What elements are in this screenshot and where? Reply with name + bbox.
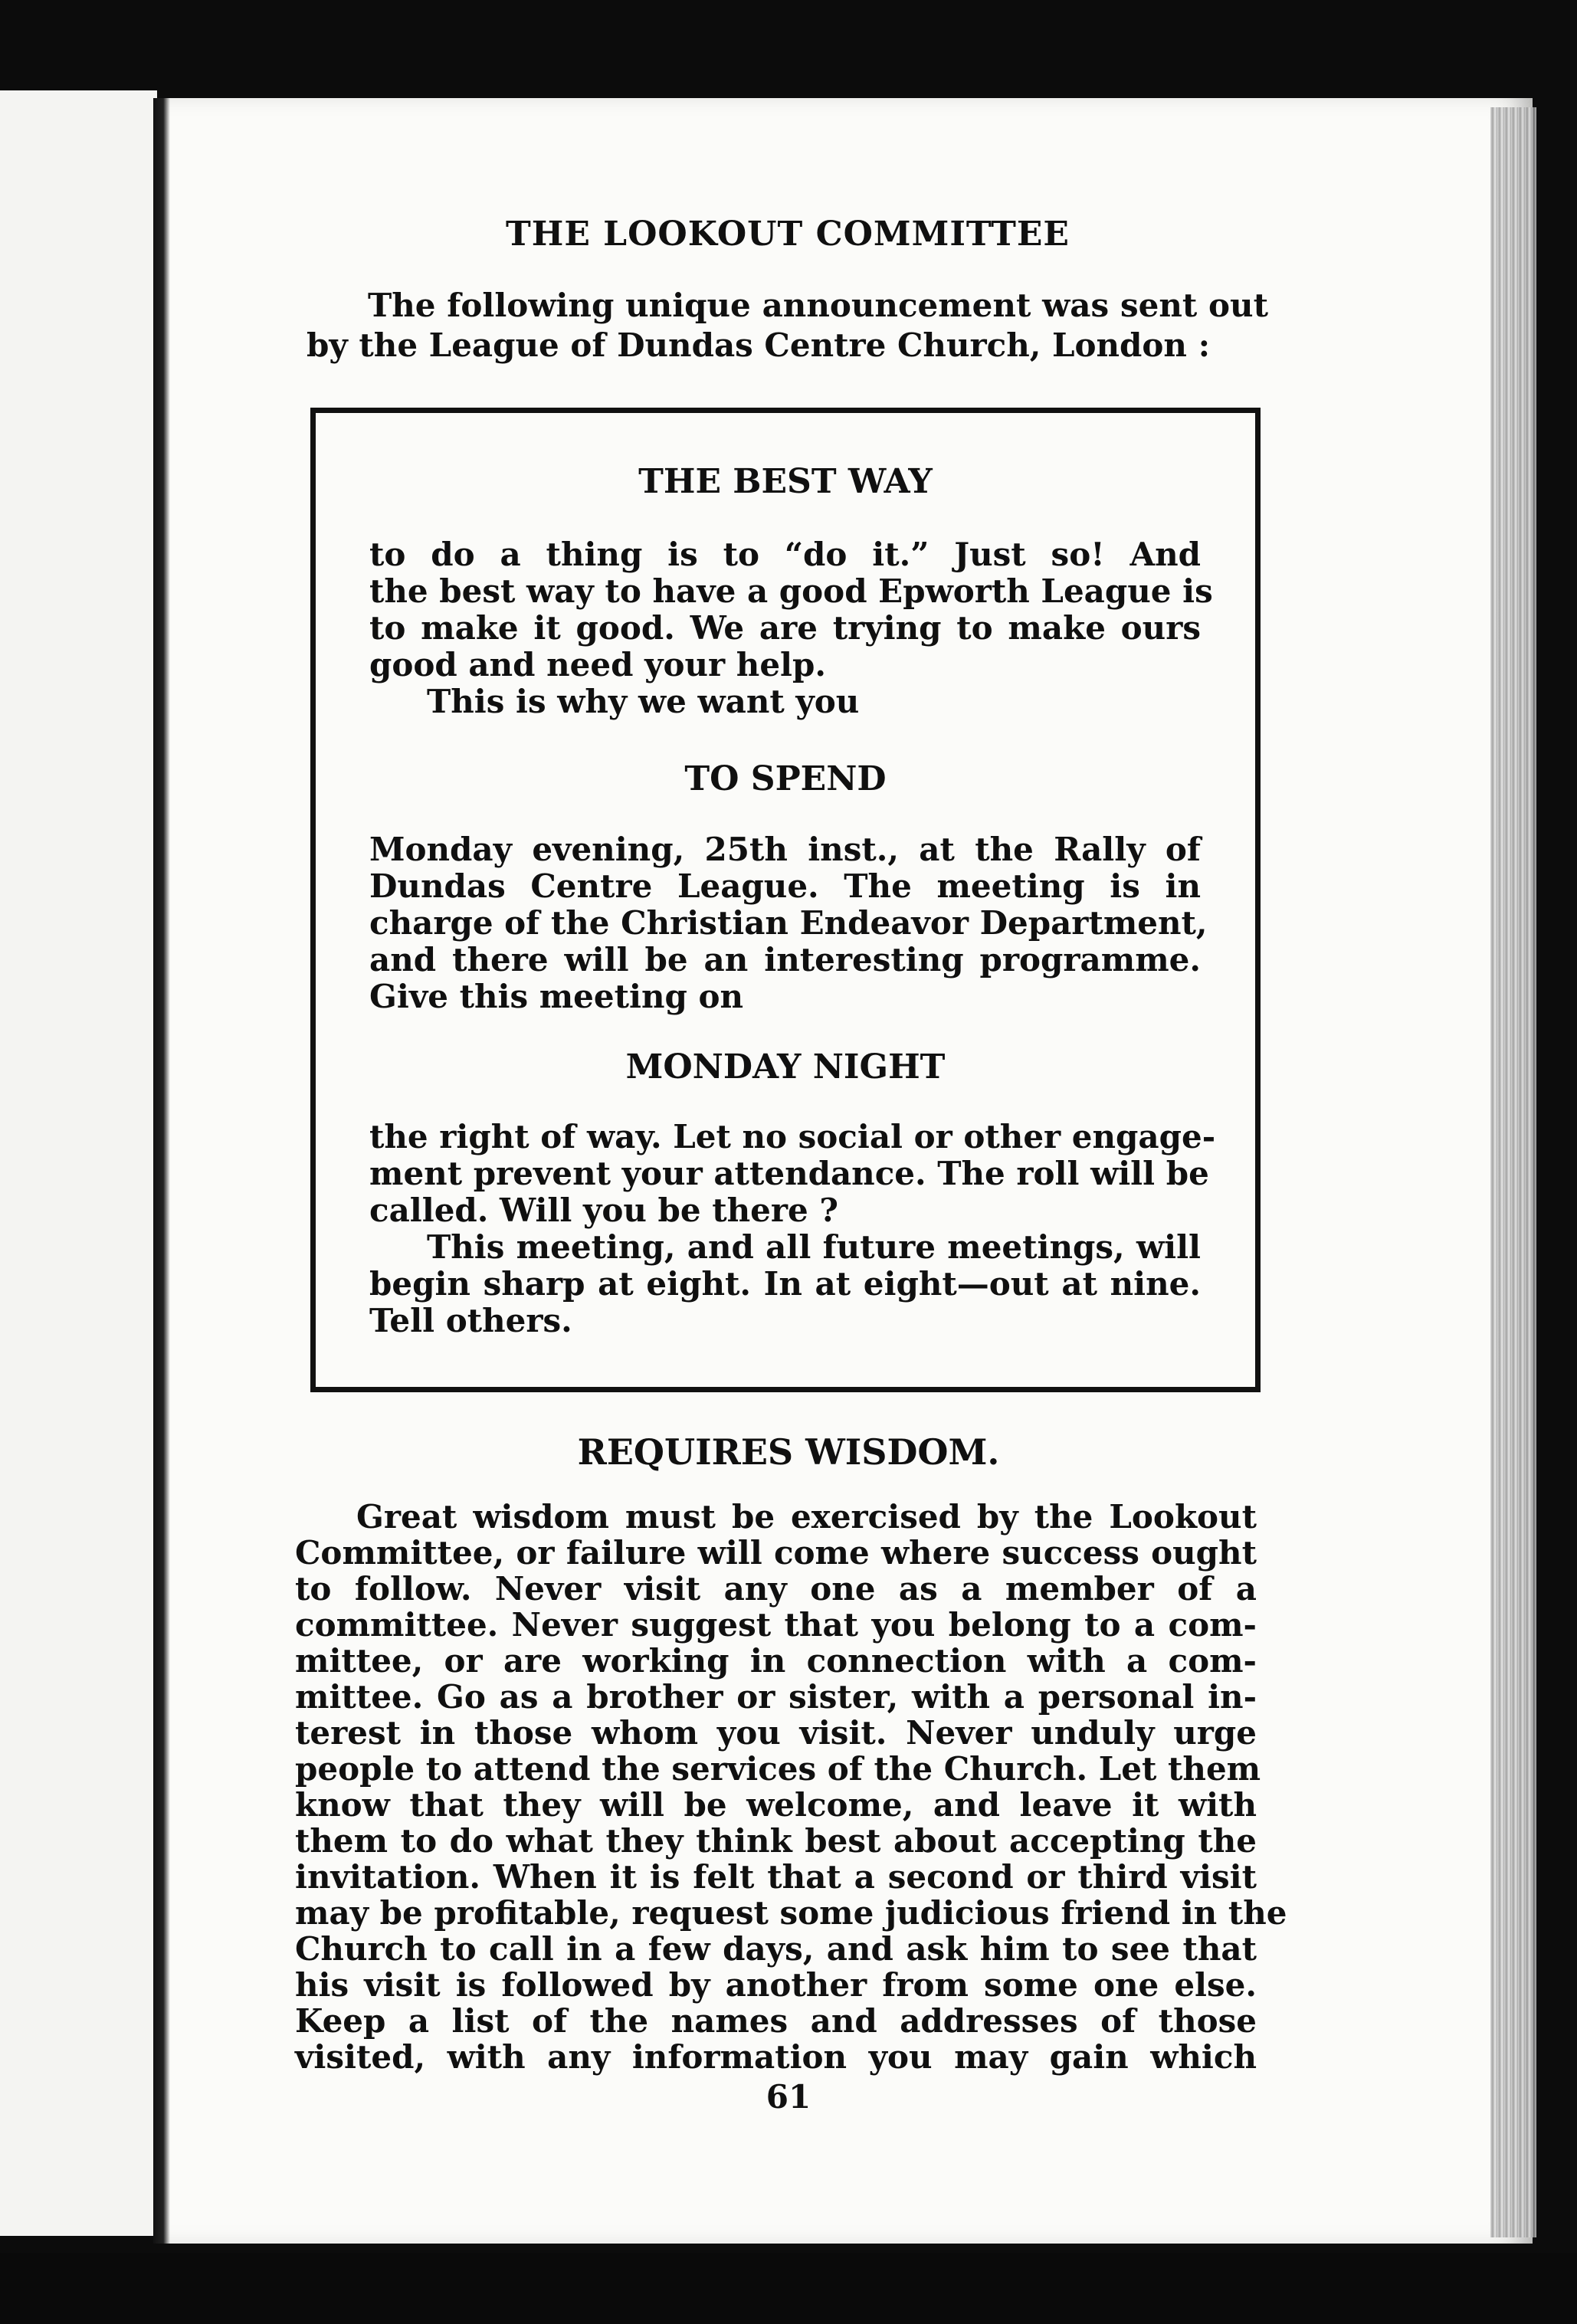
wisdom-line: mittee, or are working in connection with a com- xyxy=(295,1642,1257,1680)
box-line: This meeting, and all future meetings, will xyxy=(427,1228,1201,1266)
box-line: to do a thing is to “do it.” Just so! And xyxy=(369,536,1201,573)
wisdom-line: his visit is followed by another from some one else. xyxy=(295,1966,1257,2004)
wisdom-line: invitation. When it is felt that a second or third visit xyxy=(295,1858,1257,1896)
wisdom-line: know that they will be welcome, and leave it with xyxy=(295,1786,1257,1824)
box-line: called. Will you be there ? xyxy=(369,1192,838,1229)
box-line: good and need your help. xyxy=(369,646,826,683)
box-line: Give this meeting on xyxy=(369,978,744,1015)
box-heading-best-way: THE BEST WAY xyxy=(638,462,933,501)
box-line: begin sharp at eight. In at eight—out at nine. xyxy=(369,1265,1201,1303)
wisdom-line: Great wisdom must be exercised by the Lookout xyxy=(356,1498,1257,1536)
facing-page-edge xyxy=(0,90,157,2236)
box-paragraph-2 xyxy=(369,831,1208,1030)
box-line: This is why we want you xyxy=(427,683,860,720)
box-line: Dundas Centre League. The meeting is in xyxy=(369,867,1201,905)
box-paragraph-3 xyxy=(369,1118,1216,1363)
wisdom-line: Committee, or failure will come where success ought xyxy=(295,1534,1257,1572)
intro-line: The following unique announcement was sent out xyxy=(368,287,1268,324)
box-line: to make it good. We are trying to make ours xyxy=(369,609,1201,647)
wisdom-line: them to do what they think best about accepting the xyxy=(295,1822,1257,1860)
announcement-box xyxy=(310,408,1261,1392)
box-paragraph-1 xyxy=(369,536,1213,735)
running-head: THE LOOKOUT COMMITTEE xyxy=(506,215,1070,254)
wisdom-line: committee. Never suggest that you belong to a com- xyxy=(295,1606,1257,1644)
box-line: the right of way. Let no social or other engage- xyxy=(369,1118,1216,1155)
box-line: Tell others. xyxy=(369,1302,572,1339)
page-stack-edge xyxy=(1490,107,1536,2237)
box-heading-monday-night: MONDAY NIGHT xyxy=(625,1047,946,1087)
wisdom-line: may be profitable, request some judicious friend in the xyxy=(295,1894,1287,1932)
box-line: Monday evening, 25th inst., at the Rally of xyxy=(369,831,1201,868)
box-line: the best way to have a good Epworth League is xyxy=(369,572,1213,610)
intro-line: by the League of Dundas Centre Church, London : xyxy=(307,326,1211,364)
box-line: ment prevent your attendance. The roll will be xyxy=(369,1155,1209,1192)
book-spine-shadow xyxy=(153,98,170,2244)
wisdom-line: visited, with any information you may gain which xyxy=(295,2038,1257,2076)
wisdom-line: Keep a list of the names and addresses of those xyxy=(295,2002,1257,2040)
page-number: 61 xyxy=(766,2078,811,2116)
box-line: charge of the Christian Endeavor Department, xyxy=(369,904,1208,942)
intro-paragraph xyxy=(307,287,1268,371)
box-heading-to-spend: TO SPEND xyxy=(684,759,887,798)
wisdom-line: Church to call in a few days, and ask him to see that xyxy=(295,1930,1257,1968)
wisdom-line: people to attend the services of the Church. Let them xyxy=(295,1750,1261,1788)
scanner-bed-edge xyxy=(0,2253,1577,2324)
box-line: and there will be an interesting programme. xyxy=(369,941,1201,978)
wisdom-line: terest in those whom you visit. Never unduly urge xyxy=(295,1714,1257,1752)
wisdom-line: to follow. Never visit any one as a member of a xyxy=(295,1570,1257,1608)
section-heading-requires-wisdom: REQUIRES WISDOM. xyxy=(577,1431,1000,1473)
requires-wisdom-paragraph xyxy=(295,1498,1287,2080)
wisdom-line: mittee. Go as a brother or sister, with a personal in- xyxy=(295,1678,1257,1716)
